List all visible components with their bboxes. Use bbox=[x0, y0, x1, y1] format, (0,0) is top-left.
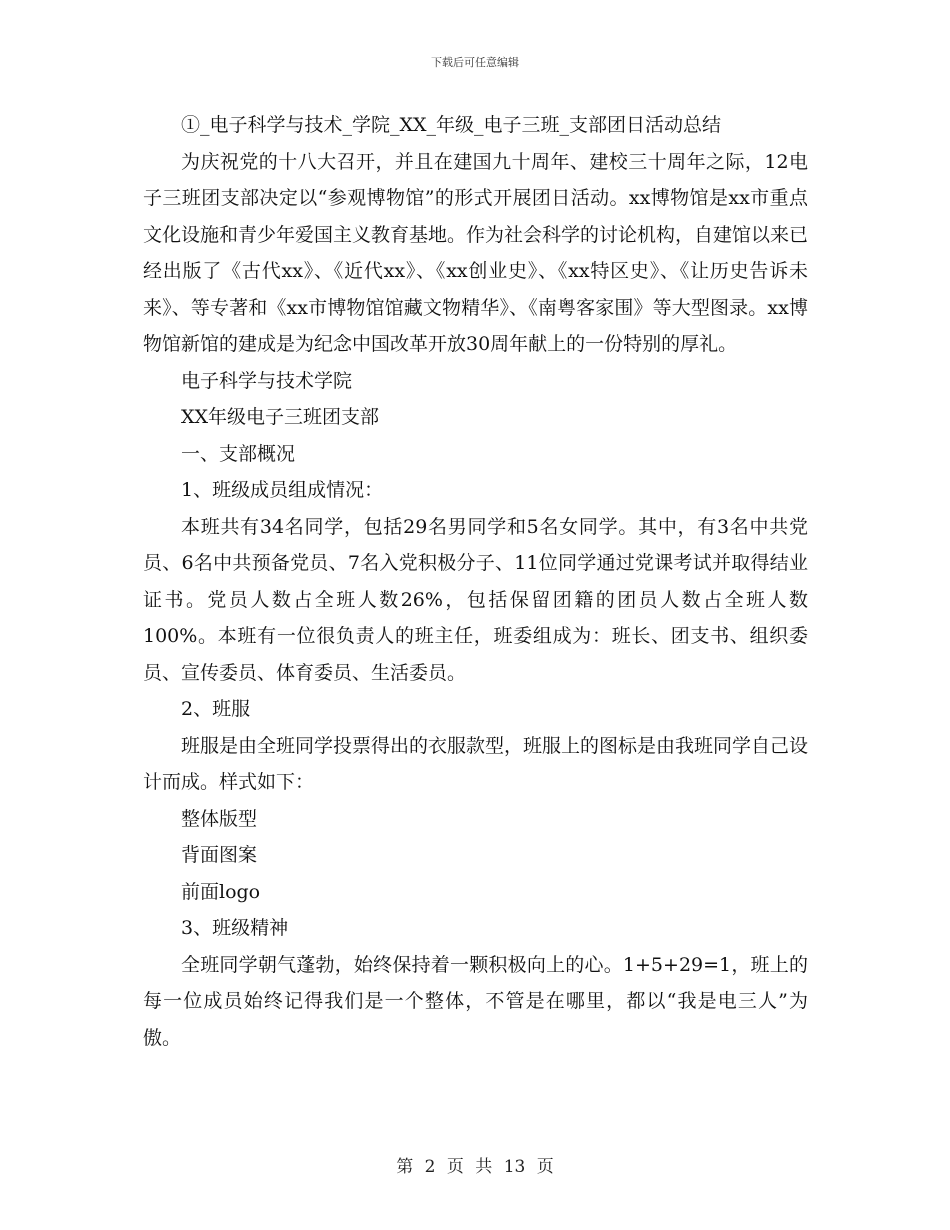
uniform-item-back: 背面图案 bbox=[181, 844, 258, 866]
document-body bbox=[143, 107, 808, 1056]
uniform-paragraph: 班服是由全班同学投票得出的衣服款型，班服上的图标是由我班同学自己设计而成。样式如下： bbox=[143, 734, 809, 793]
page-number: 第 2 页 共 13 页 bbox=[396, 1157, 554, 1177]
college-name: 电子科学与技术学院 bbox=[181, 369, 353, 392]
subheading-uniform: 2、班服 bbox=[181, 698, 251, 720]
document-title: ①_电子科学与技术_学院_XX_年级_电子三班_支部团日活动总结 bbox=[181, 114, 722, 136]
uniform-item-front: 前面logo bbox=[181, 880, 261, 903]
members-paragraph: 本班共有34名同学，包括29名男同学和5名女同学。其中，有3名中共党员、6名中共预备党员、7名入党积极分子、11位同学通过党课考试并取得结业证书。党员人数占全班人数26%，包括保留团籍的团员人数占全班人数100%。本班有一位很负责人的班主任，班委组成为：班长、团支书、组织委员、宣传委员、体育委员、生活委员。 bbox=[143, 515, 808, 684]
subheading-members: 1、班级成员组成情况： bbox=[181, 479, 384, 501]
branch-name: XX年级电子三班团支部 bbox=[181, 406, 380, 428]
section-heading-overview: 一、支部概况 bbox=[181, 442, 296, 465]
page-header-note: 下载后可任意编辑 bbox=[431, 56, 519, 69]
spirit-paragraph: 全班同学朝气蓬勃，始终保持着一颗积极向上的心。1+5+29=1，班上的每一位成员始终记得我们是一个整体，不管是在哪里，都以“我是电三人”为傲。 bbox=[143, 953, 808, 1049]
uniform-item-overall: 整体版型 bbox=[181, 807, 258, 830]
intro-paragraph: 为庆祝党的十八大召开，并且在建国九十周年、建校三十周年之际，12电子三班团支部决定以“参观博物馆”的形式开展团日活动。xx博物馆是xx市重点文化设施和青少年爱国主义教育基地。作为社会科学的讨论机构，自建馆以来已经出版了《古代xx》、《近代xx》、《xx创业史》、《xx特区史》、《让历史告诉未来》、等专著和《xx市博物馆馆藏文物精华》、《南粤客家围》等大型图录。xx博物馆新馆的建成是为纪念中国改革开放30周年献上的一份特别的厚礼。 bbox=[143, 150, 809, 355]
subheading-spirit: 3、班级精神 bbox=[181, 917, 289, 939]
